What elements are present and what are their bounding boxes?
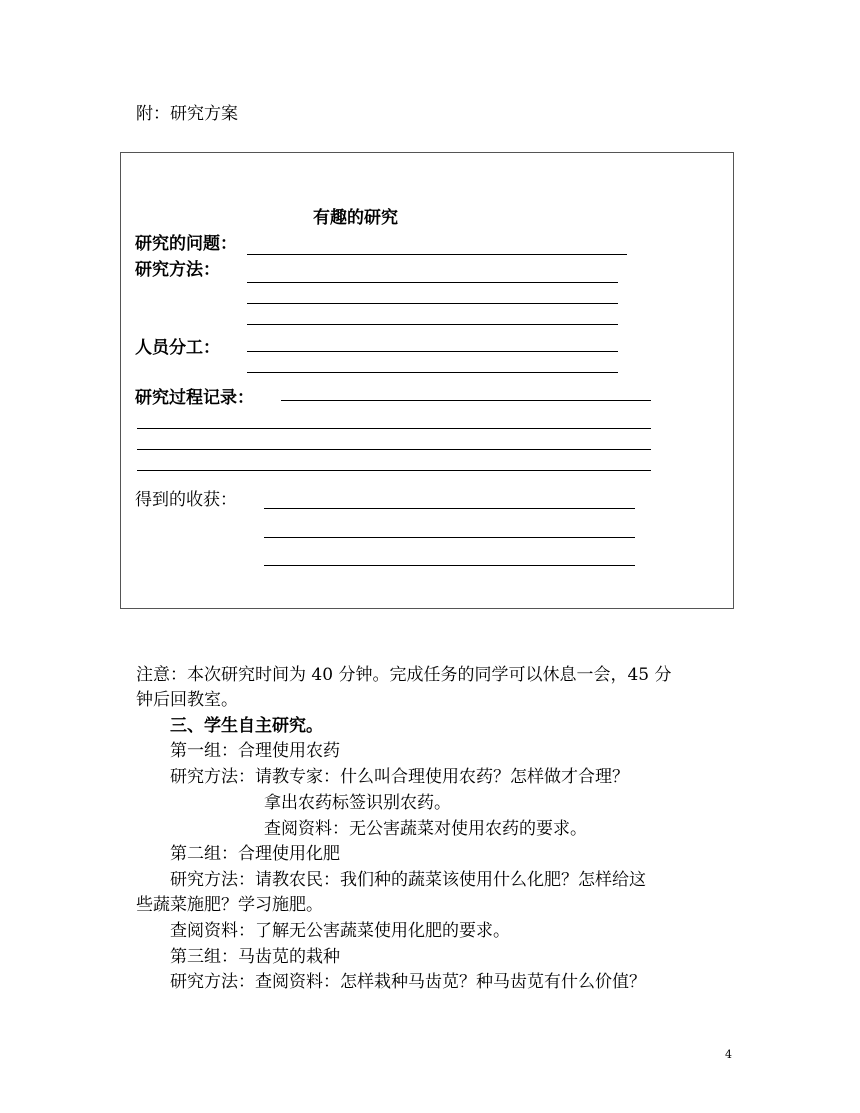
harvest-label: 得到的收获：: [135, 490, 237, 510]
process-label: 研究过程记录：: [135, 388, 254, 408]
group-1-item-3: 查阅资料：无公害蔬菜对使用农药的要求。: [264, 819, 587, 839]
harvest-blank-line: [264, 537, 635, 538]
group-3-title: 第三组：马齿苋的栽种: [170, 947, 340, 967]
note-line-1: 注意：本次研究时间为 40 分钟。完成任务的同学可以休息一会，45 分: [136, 665, 672, 685]
question-blank-line: [247, 254, 627, 255]
process-blank-line: [137, 428, 651, 429]
harvest-blank-line: [264, 565, 635, 566]
division-blank-line: [247, 372, 618, 373]
group-2-method-line-2: 些蔬菜施肥？学习施肥。: [136, 895, 323, 915]
method-blank-line: [247, 303, 618, 304]
page-number: 4: [725, 1048, 732, 1061]
group-3-method: 研究方法：查阅资料：怎样栽种马齿苋？种马齿苋有什么价值？: [170, 972, 646, 992]
process-blank-line: [137, 449, 651, 450]
group-1-method: 研究方法：请教专家：什么叫合理使用农药？怎样做才合理？: [170, 767, 629, 787]
note-line-2: 钟后回教室。: [136, 690, 238, 710]
group-1-item-2: 拿出农药标签识别农药。: [264, 793, 451, 813]
research-plan-form: [120, 152, 734, 609]
method-blank-line: [247, 282, 618, 283]
process-blank-line: [137, 470, 651, 471]
group-2-title: 第二组：合理使用化肥: [170, 844, 340, 864]
process-blank-line: [281, 400, 651, 401]
division-blank-line: [247, 351, 618, 352]
group-2-item-2: 查阅资料：了解无公害蔬菜使用化肥的要求。: [170, 921, 510, 941]
method-blank-line: [247, 324, 618, 325]
group-1-title: 第一组：合理使用农药: [170, 741, 340, 761]
division-label: 人员分工：: [135, 338, 220, 358]
harvest-blank-line: [264, 508, 635, 509]
question-label: 研究的问题：: [135, 234, 237, 254]
appendix-title: 附：研究方案: [136, 104, 238, 124]
method-label: 研究方法：: [135, 260, 220, 280]
group-2-method-line-1: 研究方法：请教农民：我们种的蔬菜该使用什么化肥？怎样给这: [170, 870, 646, 890]
form-title: 有趣的研究: [313, 208, 398, 228]
section-3-title: 三、学生自主研究。: [170, 716, 323, 736]
